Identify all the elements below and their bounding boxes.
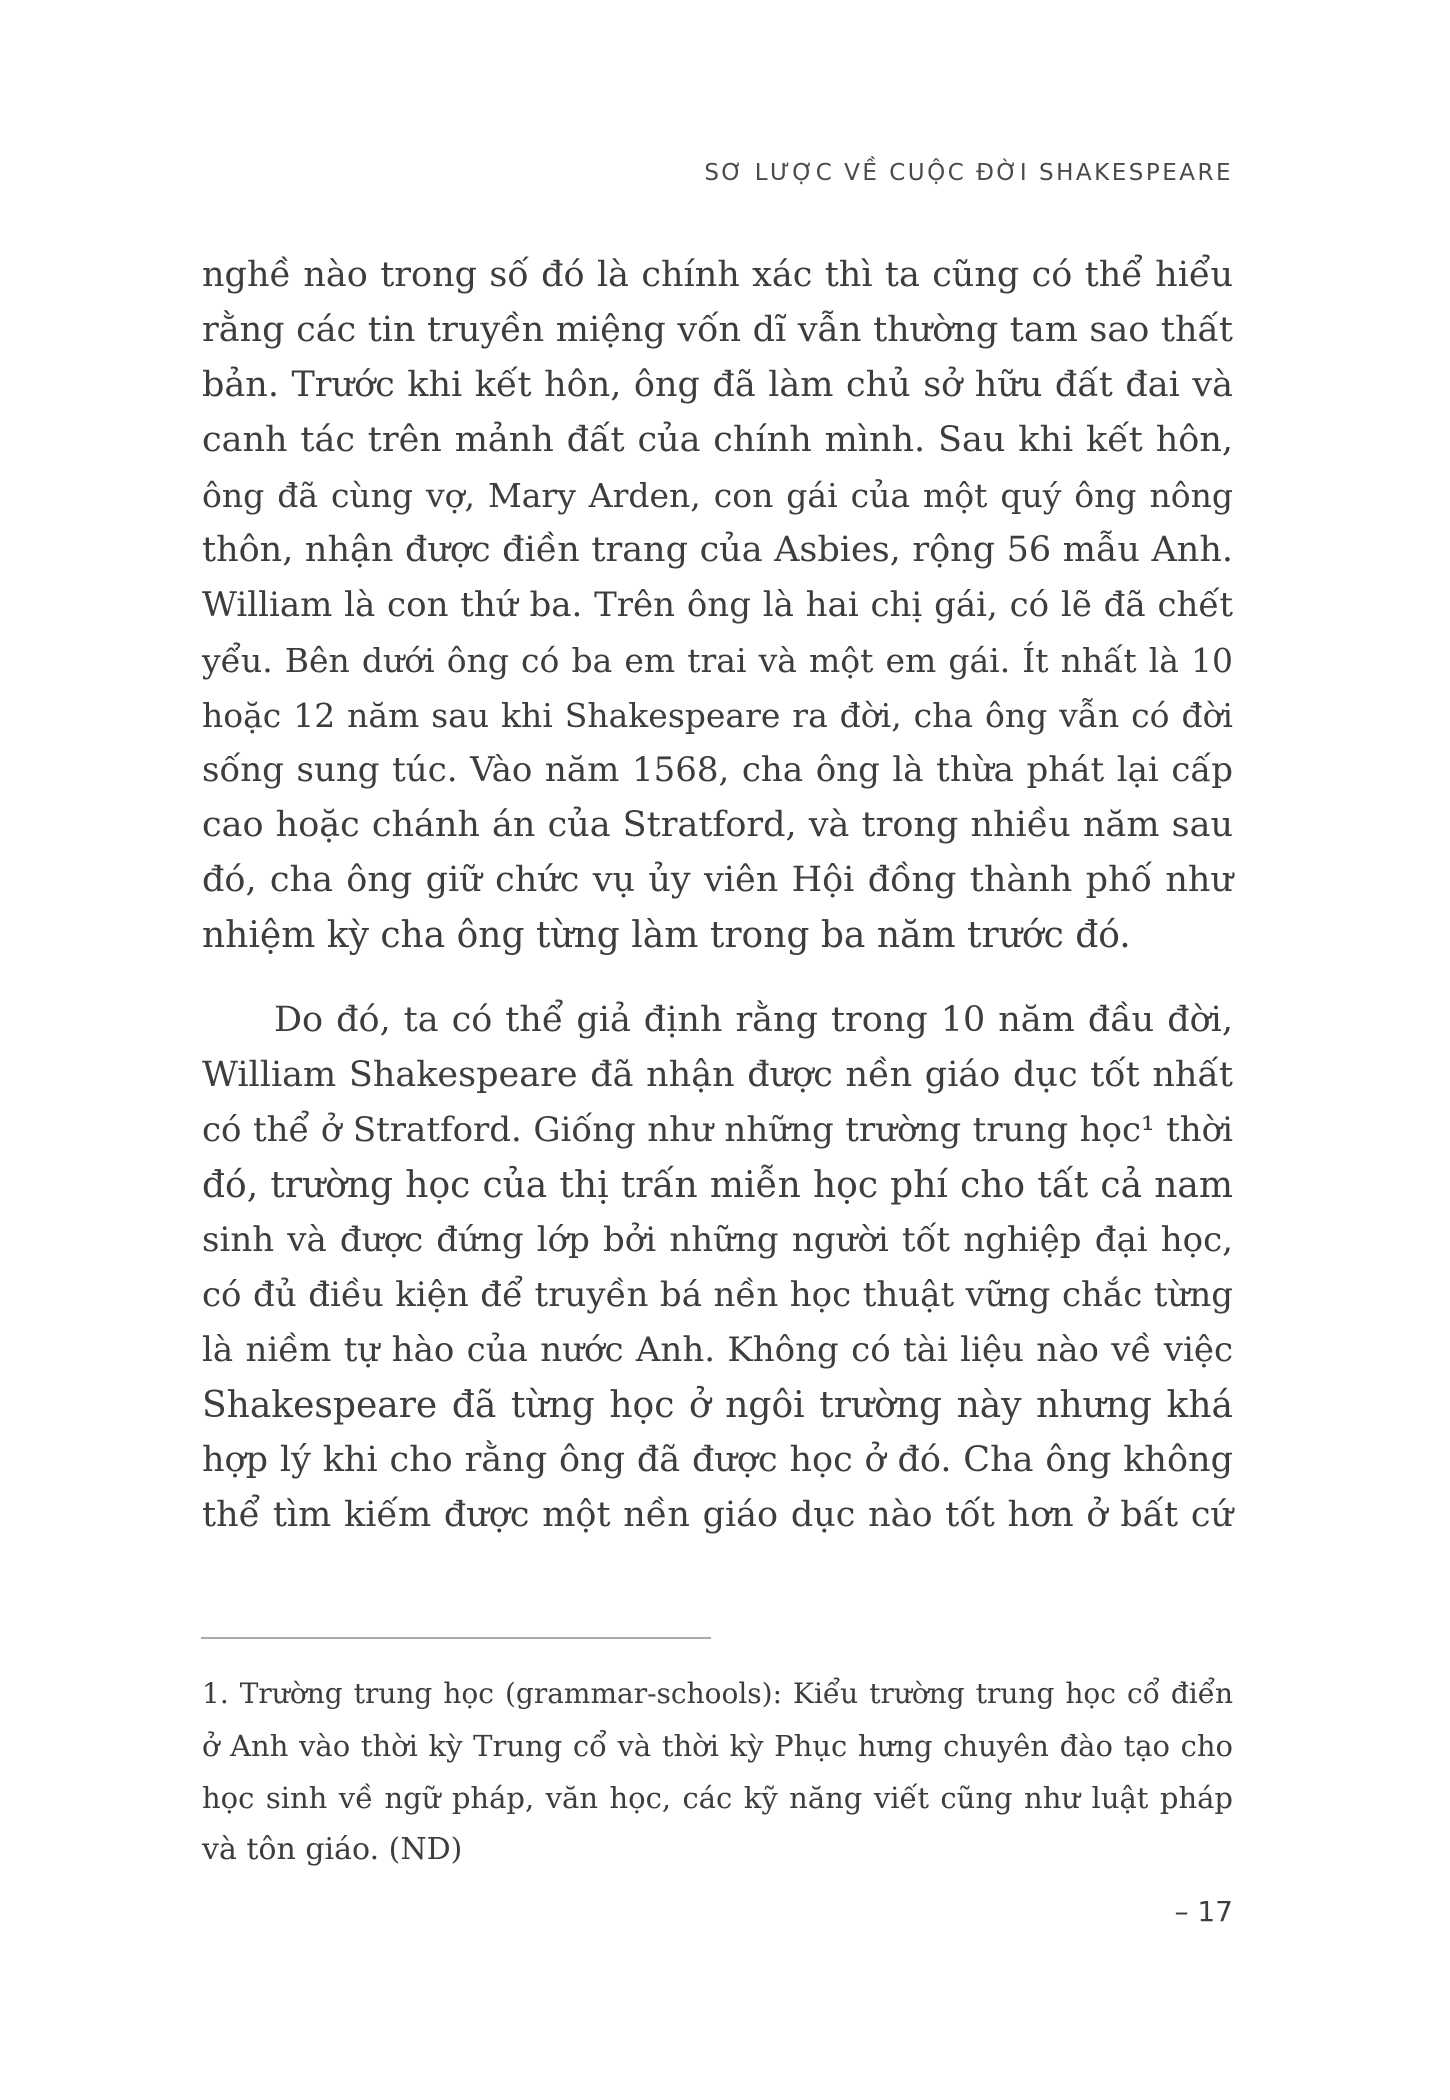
body-line: Shakespeare đã từng học ở ngôi trường này nhưng khá bbox=[202, 1385, 1233, 1426]
paragraph bbox=[202, 993, 1233, 1543]
page-number: – 17 bbox=[1174, 1895, 1233, 1928]
body-line: William là con thứ ba. Trên ông là hai chị gái, có lẽ đã chết bbox=[202, 585, 1233, 625]
body-line: yểu. Bên dưới ông có ba em trai và một em gái. Ít nhất là 10 bbox=[202, 641, 1233, 680]
body-line: nghề nào trong số đó là chính xác thì ta cũng có thể hiểu bbox=[202, 255, 1233, 295]
footnote-line: 1. Trường trung học (grammar-schools): Kiểu trường trung học cổ điển bbox=[202, 1677, 1233, 1710]
body-line: thể tìm kiếm được một nền giáo dục nào tốt hơn ở bất cứ bbox=[202, 1495, 1233, 1535]
body-line: rằng các tin truyền miệng vốn dĩ vẫn thường tam sao thất bbox=[202, 310, 1233, 350]
body-line: William Shakespeare đã nhận được nền giáo dục tốt nhất bbox=[202, 1055, 1233, 1095]
body-line: có đủ điều kiện để truyền bá nền học thuật vững chắc từng bbox=[202, 1275, 1233, 1315]
body-text bbox=[202, 248, 1233, 1543]
body-line: có thể ở Stratford. Giống như những trường trung học¹ thời bbox=[202, 1110, 1233, 1150]
body-line: sống sung túc. Vào năm 1568, cha ông là thừa phát lại cấp bbox=[202, 750, 1233, 790]
body-line: đó, cha ông giữ chức vụ ủy viên Hội đồng thành phố như bbox=[202, 860, 1233, 900]
running-header: SƠ LƯỢC VỀ CUỘC ĐỜI SHAKESPEARE bbox=[704, 160, 1233, 186]
body-line: bản. Trước khi kết hôn, ông đã làm chủ sở hữu đất đai và bbox=[202, 365, 1233, 405]
footnote bbox=[202, 1668, 1233, 1876]
body-line: cao hoặc chánh án của Stratford, và trong nhiều năm sau bbox=[202, 805, 1233, 845]
body-line: là niềm tự hào của nước Anh. Không có tài liệu nào về việc bbox=[202, 1330, 1233, 1370]
body-line: nhiệm kỳ cha ông từng làm trong ba năm trước đó. bbox=[202, 915, 1131, 956]
body-line: hoặc 12 năm sau khi Shakespeare ra đời, cha ông vẫn có đời bbox=[202, 696, 1233, 735]
footnote-line: ở Anh vào thời kỳ Trung cổ và thời kỳ Phục hưng chuyên đào tạo cho bbox=[202, 1729, 1233, 1763]
footnote-line: và tôn giáo. (ND) bbox=[202, 1832, 463, 1867]
footnote-separator bbox=[201, 1637, 711, 1639]
footnote-line: học sinh về ngữ pháp, văn học, các kỹ năng viết cũng như luật pháp bbox=[202, 1781, 1233, 1815]
paragraph bbox=[202, 248, 1233, 963]
body-line: thôn, nhận được điền trang của Asbies, rộng 56 mẫu Anh. bbox=[202, 530, 1233, 570]
body-line: Do đó, ta có thể giả định rằng trong 10 năm đầu đời, bbox=[274, 1000, 1233, 1040]
body-line: sinh và được đứng lớp bởi những người tốt nghiệp đại học, bbox=[202, 1220, 1233, 1260]
body-line: hợp lý khi cho rằng ông đã được học ở đó. Cha ông không bbox=[202, 1440, 1233, 1480]
body-line: canh tác trên mảnh đất của chính mình. Sau khi kết hôn, bbox=[202, 420, 1233, 460]
body-line: ông đã cùng vợ, Mary Arden, con gái của một quý ông nông bbox=[202, 476, 1233, 515]
body-line: đó, trường học của thị trấn miễn học phí cho tất cả nam bbox=[202, 1165, 1233, 1206]
